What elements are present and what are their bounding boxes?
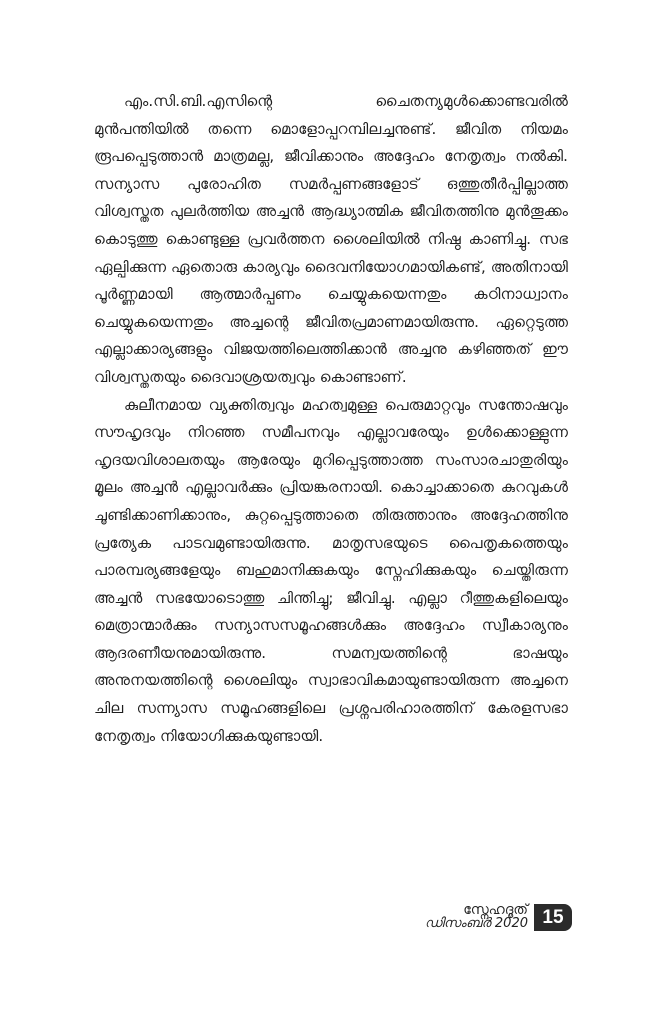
magazine-name: സ്നേഹദൂത് [463, 902, 528, 918]
issue-date: ഡിസംബർ 2020 [424, 916, 528, 931]
page-footer [400, 900, 572, 934]
article-body [94, 88, 568, 750]
paragraph-2: കുലീനമായ വ്യക്തിത്വവും മഹത്വമുള്ള പെരുമാറ്റവും സന്തോഷവും സൗഹൃദവും നിറഞ്ഞ സമീപനവും എല്ലാവരേയും ഉൾക്കൊള്ളുന്ന ഹൃദയവിശാലതയും ആരേയും മുറിപ്പെടുത്താത്ത സംസാരചാതുരിയും മൂലം അച്ചൻ എല്ലാവർക്കും പ്രിയങ്കരനായി. കൊച്ചാക്കാതെ കുറവുകൾ ചൂണ്ടിക്കാണിക്കാനും, കുറ്റപ്പെടുത്താതെ തിരുത്താനും അദ്ദേഹത്തിനു പ്രത്യേക പാടവമുണ്ടായിരുന്നു. മാതൃസഭയുടെ പൈതൃകത്തെയും പാരമ്പര്യങ്ങളേയും ബഹുമാനിക്കുകയും സ്നേഹിക്കുകയും ചെയ്തിരുന്ന അച്ചൻ സഭയോടൊത്തു ചിന്തിച്ചു; ജീവിച്ചു. എല്ലാ റീത്തുകളിലെയും മെത്രാന്മാർക്കും സന്യാസസമൂഹങ്ങൾക്കും അദ്ദേഹം സ്വീകാര്യനും ആദരണീയനുമായിരുന്നു. സമന്വയത്തിന്റെ ഭാഷയും അനുനയത്തിന്റെ ശൈലിയും സ്വാഭാവികമായുണ്ടായിരുന്ന അച്ചനെ ചില സന്ന്യാസ സമൂഹങ്ങളിലെ പ്രശ്നപരിഹാരത്തിന് കേരളസഭാ നേതൃത്വം നിയോഗിക്കുകയുണ്ടായി. [94, 395, 568, 745]
paragraph-1: എം.സി.ബി.എസിന്റെ ചൈതന്യമുൾക്കൊണ്ടവരിൽ മുൻപന്തിയിൽ തന്നെ മൊളോപ്പറമ്പിലച്ചനുണ്ട്. ജീവിത നിയമം രൂപപ്പെടുത്താൻ മാത്രമല്ല, ജീവിക്കാനും അദ്ദേഹം നേതൃത്വം നൽകി. സന്യാസ പുരോഹിത സമർപ്പണങ്ങളോട് ഒത്തുതീർപ്പില്ലാത്ത വിശ്വസ്തത പുലർത്തിയ അച്ചൻ ആദ്ധ്യാത്മിക ജീവിതത്തിനു മുൻതൂക്കം കൊടുത്തു കൊണ്ടുള്ള പ്രവർത്തന ശൈലിയിൽ നിഷ്ഠ കാണിച്ചു. സഭ ഏല്പിക്കുന്ന ഏതൊരു കാര്യവും ദൈവനിയോഗമായികണ്ട്, അതിനായി പൂർണ്ണമായി ആത്മാർപ്പണം ചെയ്യുകയെന്നതും കഠിനാധ്വാനം ചെയ്യുകയെന്നതും അച്ചന്റെ ജീവിതപ്രമാണമായിരുന്നു. ഏറ്റെടുത്ത എല്ലാക്കാര്യങ്ങളും വിജയത്തിലെത്തിക്കാൻ അച്ചനു കഴിഞ്ഞത് ഈ വിശ്വസ്തതയും ദൈവാശ്രയത്വവും കൊണ്ടാണ്. [94, 92, 568, 386]
page-number-badge: 15 [534, 904, 572, 931]
